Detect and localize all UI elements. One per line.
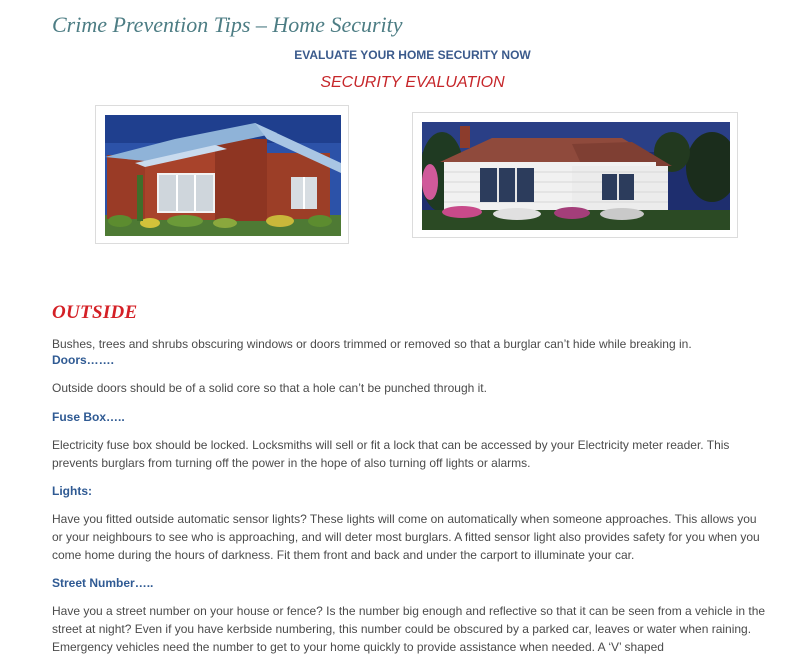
fuse-box-heading: Fuse Box….. bbox=[52, 410, 125, 424]
doors-paragraph: Outside doors should be of a solid core so that a hole can’t be punched through it. bbox=[52, 381, 487, 395]
weatherboard-house-photo-frame bbox=[412, 112, 738, 238]
lights-heading: Lights: bbox=[52, 484, 92, 498]
lights-paragraph: Have you fitted outside automatic sensor lights? These lights will come on automatically when someone approaches. This allows you or your neighbours to see who is approaching, and will deter most burglars. A fitted sensor light also provides safety for you when you come home during the hours of darkness. Fit them front and back and under the carport to illuminate your car. bbox=[52, 512, 760, 562]
street-number-paragraph: Have you a street number on your house or fence? Is the number big enough and reflective so that it can be seen from a vehicle in the street at night? Even if you have kerbside numbering, this number could be obscured by a parked car, leaves or water when raining. Emergency vehicles need the number to get to your home quickly to provide assistance when needed. A ‘V’ shaped bbox=[52, 604, 766, 654]
page-title: Crime Prevention Tips – Home Security bbox=[52, 12, 403, 37]
weatherboard-house-photo bbox=[422, 122, 730, 230]
evaluate-subheading: EVALUATE YOUR HOME SECURITY NOW bbox=[294, 48, 531, 62]
outside-intro-paragraph: Bushes, trees and shrubs obscuring windows or doors trimmed or removed so that a burglar can’t hide while breaking in. bbox=[52, 337, 692, 351]
brick-house-photo-frame bbox=[95, 105, 349, 244]
fuse-box-paragraph: Electricity fuse box should be locked. Locksmiths will sell or fit a lock that can be accessed by your Electricity meter reader. This prevents burglars from turning off the power in the hope of also turning off lights or alarms. bbox=[52, 438, 730, 470]
street-number-heading: Street Number….. bbox=[52, 576, 154, 590]
brick-house-photo bbox=[105, 115, 341, 236]
doors-heading: Doors……. bbox=[52, 353, 115, 367]
outside-heading: OUTSIDE bbox=[52, 302, 138, 323]
security-evaluation-heading: SECURITY EVALUATION bbox=[320, 74, 505, 91]
